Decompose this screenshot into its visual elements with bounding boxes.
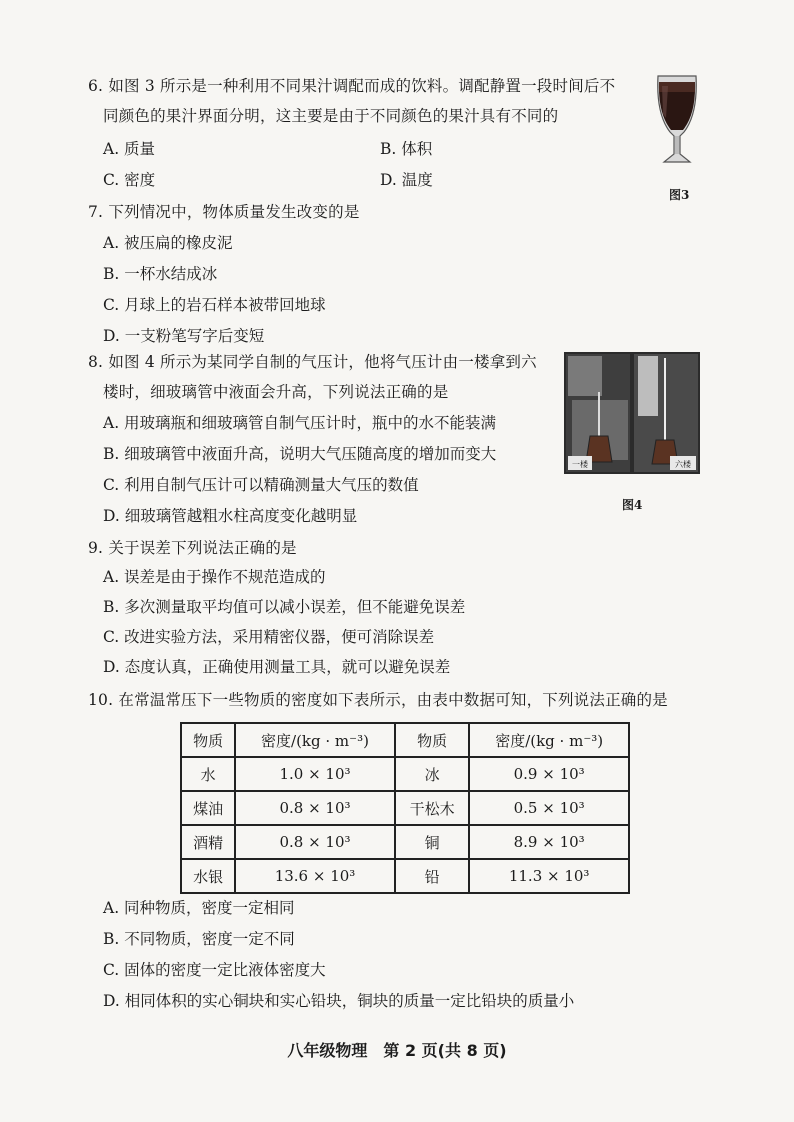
q7-option-c: C. 月球上的岩石样本被带回地球 — [103, 296, 326, 314]
q8-option-c: C. 利用自制气压计可以精确测量大气压的数值 — [103, 476, 419, 494]
q6-option-d: D. 温度 — [380, 171, 433, 189]
q7-stem: 7. 下列情况中，物体质量发生改变的是 — [88, 203, 360, 221]
q8-stem-line2: 楼时，细玻璃管中液面会升高，下列说法正确的是 — [103, 383, 449, 401]
q9-option-d: D. 态度认真，正确使用测量工具，就可以避免误差 — [103, 658, 451, 676]
q8-option-b: B. 细玻璃管中液面升高，说明大气压随高度的增加而变大 — [103, 445, 497, 463]
table-header-cell: 物质 — [395, 723, 469, 757]
q7-option-a: A. 被压扁的橡皮泥 — [103, 234, 233, 252]
photo-label-first-floor: 一楼 — [572, 460, 588, 469]
photo-label-sixth-floor: 六楼 — [675, 460, 691, 469]
q6-stem-line1: 6. 如图 3 所示是一种利用不同果汁调配而成的饮料。调配静置一段时间后不 — [88, 77, 616, 95]
figure4-caption: 图4 — [622, 498, 643, 512]
q10-option-a: A. 同种物质，密度一定相同 — [103, 899, 295, 917]
table-cell: 水 — [181, 757, 235, 791]
q10-option-b: B. 不同物质，密度一定不同 — [103, 930, 295, 948]
table-cell: 酒精 — [181, 825, 235, 859]
q6-option-a: A. 质量 — [103, 140, 156, 158]
table-cell: 0.5 × 10³ — [469, 791, 629, 825]
q10-option-c: C. 固体的密度一定比液体密度大 — [103, 961, 326, 979]
q6-stem-line2: 同颜色的果汁界面分明，这主要是由于不同颜色的果汁具有不同的 — [103, 107, 559, 125]
q10-stem: 10. 在常温常压下一些物质的密度如下表所示，由表中数据可知，下列说法正确的是 — [88, 691, 668, 709]
table-row — [181, 757, 629, 791]
q9-option-a: A. 误差是由于操作不规范造成的 — [103, 568, 326, 586]
table-row — [181, 791, 629, 825]
q10-option-d: D. 相同体积的实心铜块和实心铅块，铜块的质量一定比铅块的质量小 — [103, 992, 575, 1010]
table-cell: 13.6 × 10³ — [235, 859, 395, 893]
table-cell: 铜 — [395, 825, 469, 859]
table-cell: 8.9 × 10³ — [469, 825, 629, 859]
table-cell: 0.9 × 10³ — [469, 757, 629, 791]
table-cell: 0.8 × 10³ — [235, 825, 395, 859]
q7-option-d: D. 一支粉笔写字后变短 — [103, 327, 265, 345]
layered-drink-glass-image — [654, 74, 700, 166]
table-row — [181, 825, 629, 859]
q8-stem-line1: 8. 如图 4 所示为某同学自制的气压计，他将气压计由一楼拿到六 — [88, 353, 537, 371]
table-cell: 煤油 — [181, 791, 235, 825]
q8-option-a: A. 用玻璃瓶和细玻璃管自制气压计时，瓶中的水不能装满 — [103, 414, 497, 432]
figure3-caption: 图3 — [669, 188, 690, 202]
table-cell: 铅 — [395, 859, 469, 893]
q6-option-b: B. 体积 — [380, 140, 433, 158]
table-row — [181, 859, 629, 893]
table-header-cell: 物质 — [181, 723, 235, 757]
q9-stem: 9. 关于误差下列说法正确的是 — [88, 539, 297, 557]
q8-option-d: D. 细玻璃管越粗水柱高度变化越明显 — [103, 507, 358, 525]
table-header-cell: 密度/(kg · m⁻³) — [235, 723, 395, 757]
q7-option-b: B. 一杯水结成冰 — [103, 265, 218, 283]
table-cell: 干松木 — [395, 791, 469, 825]
barometer-photos-image — [564, 352, 700, 474]
page-footer: 八年级物理 第 2 页(共 8 页) — [287, 1041, 507, 1060]
table-header-row — [181, 723, 629, 757]
table-header-cell: 密度/(kg · m⁻³) — [469, 723, 629, 757]
table-cell: 水银 — [181, 859, 235, 893]
density-table — [180, 722, 630, 894]
table-cell: 1.0 × 10³ — [235, 757, 395, 791]
q9-option-c: C. 改进实验方法，采用精密仪器，便可消除误差 — [103, 628, 435, 646]
q9-option-b: B. 多次测量取平均值可以减小误差，但不能避免误差 — [103, 598, 466, 616]
table-cell: 0.8 × 10³ — [235, 791, 395, 825]
q6-option-c: C. 密度 — [103, 171, 156, 189]
table-cell: 冰 — [395, 757, 469, 791]
table-cell: 11.3 × 10³ — [469, 859, 629, 893]
